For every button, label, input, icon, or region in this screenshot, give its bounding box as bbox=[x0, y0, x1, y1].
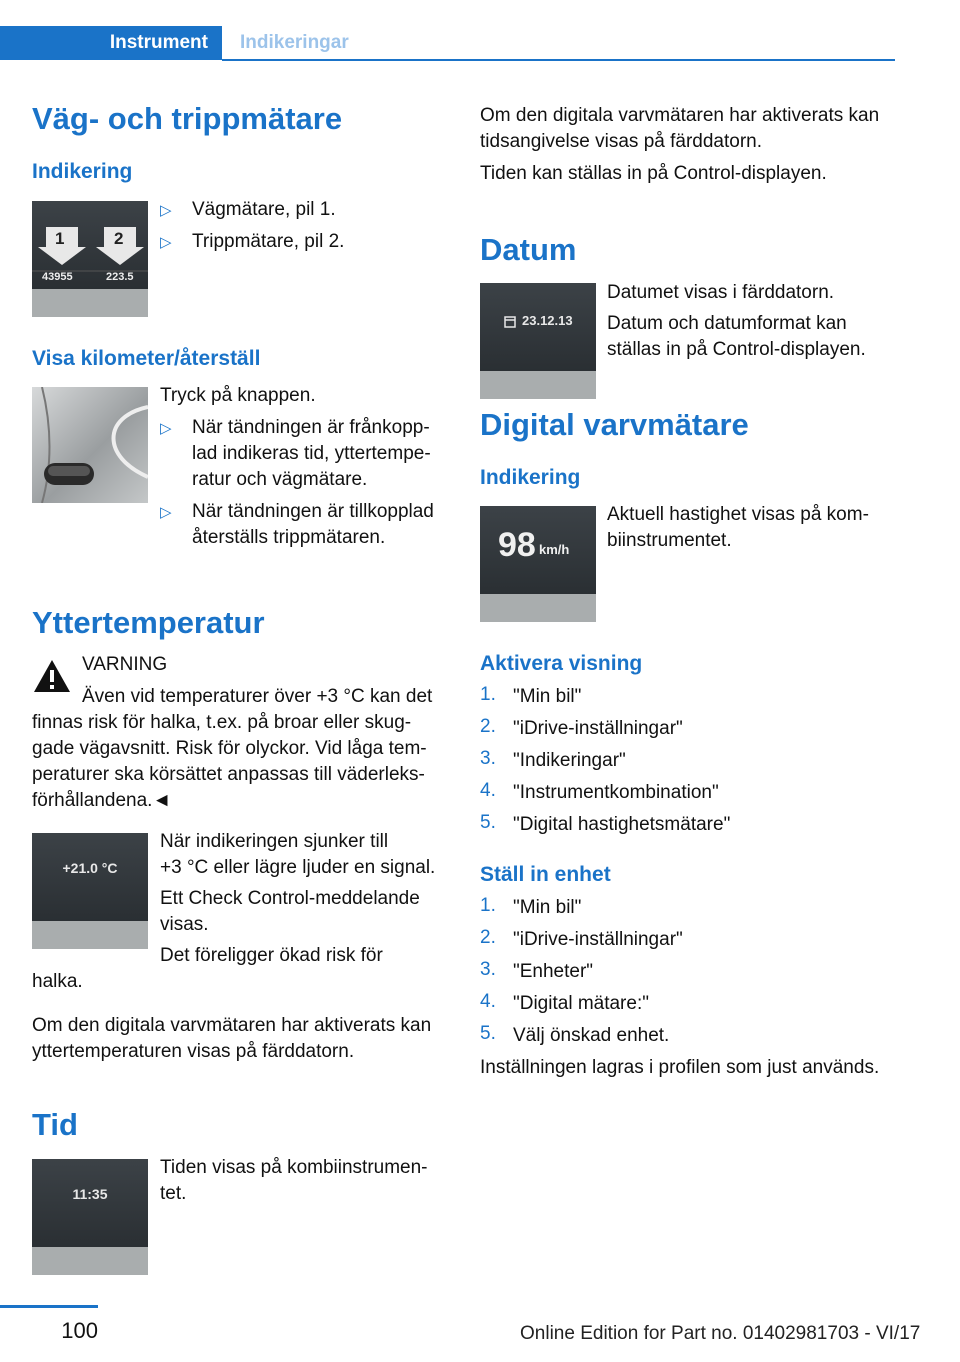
step-text: Välj önskad enhet. bbox=[513, 1025, 670, 1046]
bullet-triangle-icon: ▷ bbox=[160, 420, 172, 437]
bullet-triangle-icon: ▷ bbox=[160, 504, 172, 521]
temperature-display-image bbox=[32, 833, 148, 949]
body-text: Det föreligger ökad risk för bbox=[160, 945, 383, 966]
edition-note: Online Edition for Part no. 01402981703 - VI/17 bbox=[520, 1323, 921, 1344]
time-display-image bbox=[32, 1159, 148, 1275]
body-text: Tiden visas på kombiinstrumen- bbox=[160, 1157, 428, 1178]
step-text: "Min bil" bbox=[513, 897, 582, 918]
body-text: Datumet visas i färddatorn. bbox=[607, 282, 835, 303]
subheading-visa: Visa kilometer/återställ bbox=[32, 347, 261, 370]
page-number: 100 bbox=[61, 1318, 98, 1343]
subheading-indikering: Indikering bbox=[480, 466, 581, 489]
body-text: tet. bbox=[160, 1183, 187, 1204]
step-text: "Indikeringar" bbox=[513, 750, 626, 771]
list-item-text: När tändningen är frånkopp- bbox=[192, 417, 430, 438]
calendar-icon bbox=[504, 316, 516, 328]
section-title-temperature: Yttertemperatur bbox=[32, 605, 265, 640]
date-display-image bbox=[480, 283, 596, 399]
section-title-date: Datum bbox=[480, 232, 577, 267]
speed-value: 98 bbox=[498, 526, 536, 564]
list-item-text: När tändningen är tillkopplad bbox=[192, 501, 434, 522]
body-text: Tiden kan ställas in på Control-displayen. bbox=[480, 163, 827, 184]
step-text: "Min bil" bbox=[513, 686, 582, 707]
subheading-indikering: Indikering bbox=[32, 160, 133, 183]
body-text: ställas in på Control-displayen. bbox=[607, 339, 866, 360]
footer-rule bbox=[0, 1305, 98, 1308]
tab-instrument[interactable]: Instrument bbox=[0, 26, 222, 60]
speed-unit: km/h bbox=[539, 542, 570, 557]
body-text: yttertemperaturen visas på färddatorn. bbox=[32, 1041, 355, 1062]
body-text: Om den digitala varvmätaren har aktiverats kan bbox=[32, 1015, 432, 1036]
list-item-text: Trippmätare, pil 2. bbox=[192, 231, 345, 252]
step-number: 4. bbox=[480, 780, 496, 801]
warning-text: förhållandena.◄ bbox=[32, 790, 172, 811]
list-item bbox=[160, 499, 172, 526]
odometer-image bbox=[32, 201, 148, 317]
step-text: "Digital mätare:" bbox=[513, 993, 649, 1014]
list-item bbox=[160, 197, 172, 224]
step-number: 2. bbox=[480, 927, 496, 948]
time-value: 11:35 bbox=[72, 1186, 108, 1202]
step-text: "Instrumentkombination" bbox=[513, 782, 719, 803]
tab-indikeringar[interactable]: Indikeringar bbox=[240, 32, 349, 53]
section-title-odometer: Väg- och trippmätare bbox=[32, 101, 343, 136]
body-text: +3 °C eller lägre ljuder en signal. bbox=[160, 857, 436, 878]
warning-text: peraturer ska körsättet anpassas till väderleks- bbox=[32, 764, 425, 785]
temperature-value: +21.0 °C bbox=[62, 860, 118, 876]
step-number: 1. bbox=[480, 684, 496, 705]
body-text: halka. bbox=[32, 971, 83, 992]
step-number: 3. bbox=[480, 748, 496, 769]
body-text: Datum och datumformat kan bbox=[607, 313, 847, 334]
list-item-text: återställs trippmätaren. bbox=[192, 527, 386, 548]
warning-text: gade vägavsnitt. Risk för olyckor. Vid låga tem- bbox=[32, 738, 427, 759]
trip-value: 223.5 bbox=[106, 271, 134, 283]
body-text: När indikeringen sjunker till bbox=[160, 831, 389, 852]
step-number: 5. bbox=[480, 1023, 496, 1044]
step-number: 2. bbox=[480, 716, 496, 737]
arrow-label-2: 2 bbox=[114, 229, 124, 248]
subheading-aktivera: Aktivera visning bbox=[480, 652, 643, 675]
body-text: visas. bbox=[160, 914, 209, 935]
list-item bbox=[160, 229, 172, 256]
step-text: "Enheter" bbox=[513, 961, 594, 982]
warning-text: Även vid temperaturer över +3 °C kan det bbox=[82, 686, 433, 707]
body-text: Aktuell hastighet visas på kom- bbox=[607, 504, 869, 525]
date-value: 23.12.13 bbox=[522, 313, 573, 328]
list-item-text: Vägmätare, pil 1. bbox=[192, 199, 336, 220]
reset-button-image bbox=[32, 387, 148, 503]
odometer-value: 43955 bbox=[42, 271, 73, 283]
subheading-enhet: Ställ in enhet bbox=[480, 863, 611, 886]
bullet-triangle-icon: ▷ bbox=[160, 234, 172, 251]
header-rule bbox=[222, 59, 895, 61]
list-item bbox=[160, 415, 172, 442]
step-text: "iDrive-inställningar" bbox=[513, 929, 683, 950]
section-title-digital-speedometer: Digital varvmätare bbox=[480, 407, 749, 442]
body-text: biinstrumentet. bbox=[607, 530, 732, 551]
section-title-time: Tid bbox=[32, 1107, 78, 1142]
step-number: 4. bbox=[480, 991, 496, 1012]
body-text: Ett Check Control-meddelande bbox=[160, 888, 420, 909]
step-number: 5. bbox=[480, 812, 496, 833]
bullet-triangle-icon: ▷ bbox=[160, 202, 172, 219]
step-text: "iDrive-inställningar" bbox=[513, 718, 683, 739]
warning-text: finnas risk för halka, t.ex. på broar eller skug- bbox=[32, 712, 412, 733]
list-item-text: ratur och vägmätare. bbox=[192, 469, 368, 490]
instruction-text: Tryck på knappen. bbox=[160, 385, 316, 406]
warning-label: VARNING bbox=[82, 654, 168, 675]
closing-text: Inställningen lagras i profilen som just används. bbox=[480, 1057, 880, 1078]
body-text: Om den digitala varvmätaren har aktiverats kan bbox=[480, 105, 880, 126]
warning-icon bbox=[32, 658, 72, 694]
speed-display-image bbox=[480, 506, 596, 622]
step-number: 1. bbox=[480, 895, 496, 916]
step-number: 3. bbox=[480, 959, 496, 980]
body-text: tidsangivelse visas på färddatorn. bbox=[480, 131, 762, 152]
arrow-label-1: 1 bbox=[55, 229, 65, 248]
list-item-text: lad indikeras tid, yttertempe- bbox=[192, 443, 431, 464]
step-text: "Digital hastighetsmätare" bbox=[513, 814, 731, 835]
